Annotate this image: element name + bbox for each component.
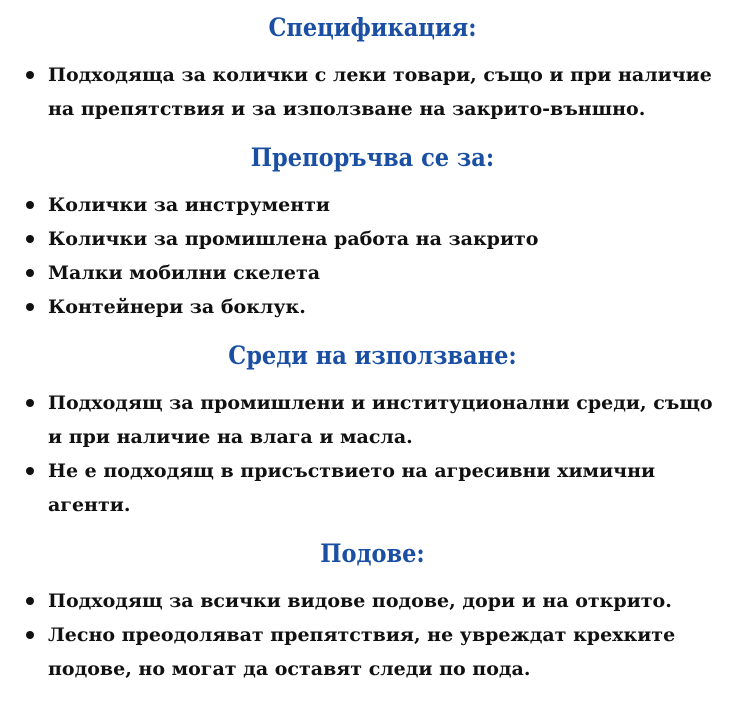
list-item [22,188,723,222]
list-item-text: Лесно преодоляват препятствия, не увреждат крехките подове, но могат да оставят следи по пода. [48,624,676,680]
list-item-text: Колички за инструменти [48,194,330,216]
bullet-icon [26,631,34,639]
specification-list [22,58,723,126]
list-item [22,58,723,126]
list-item-text: Контейнери за боклук. [48,296,306,318]
bullet-icon [26,269,34,277]
list-item-text: Малки мобилни скелета [48,262,321,284]
floors-list [22,584,723,686]
section-title-recommended-for: Препоръчва се за: [250,143,495,172]
list-item [22,222,723,256]
bullet-icon [26,467,34,475]
list-item-text: Колички за промишлена работа на закрито [48,228,539,250]
bullet-icon [26,399,34,407]
list-item [22,386,723,454]
bullet-icon [26,597,34,605]
bullet-icon [26,303,34,311]
list-item-text: Подходящ за всички видове подове, дори и на открито. [48,590,672,612]
bullet-icon [26,201,34,209]
environments-list [22,386,723,522]
bullet-icon [26,71,34,79]
section-title-specification: Спецификация: [268,13,477,42]
list-item [22,454,723,522]
list-item [22,256,723,290]
list-item-text: Не е подходящ в присъствието на агресивни химични агенти. [48,460,656,516]
list-item [22,618,723,686]
list-item [22,290,723,324]
list-item [22,584,723,618]
list-item-text: Подходящ за промишлени и институционални среди, също и при наличие на влага и масла. [48,392,713,448]
recommended-for-list [22,188,723,324]
section-title-environments: Среди на използване: [228,341,517,370]
list-item-text: Подходяща за колички с леки товари, също и при наличие на препятствия и за използване на закрито-външно. [48,64,712,120]
section-title-floors: Подове: [320,539,425,568]
bullet-icon [26,235,34,243]
